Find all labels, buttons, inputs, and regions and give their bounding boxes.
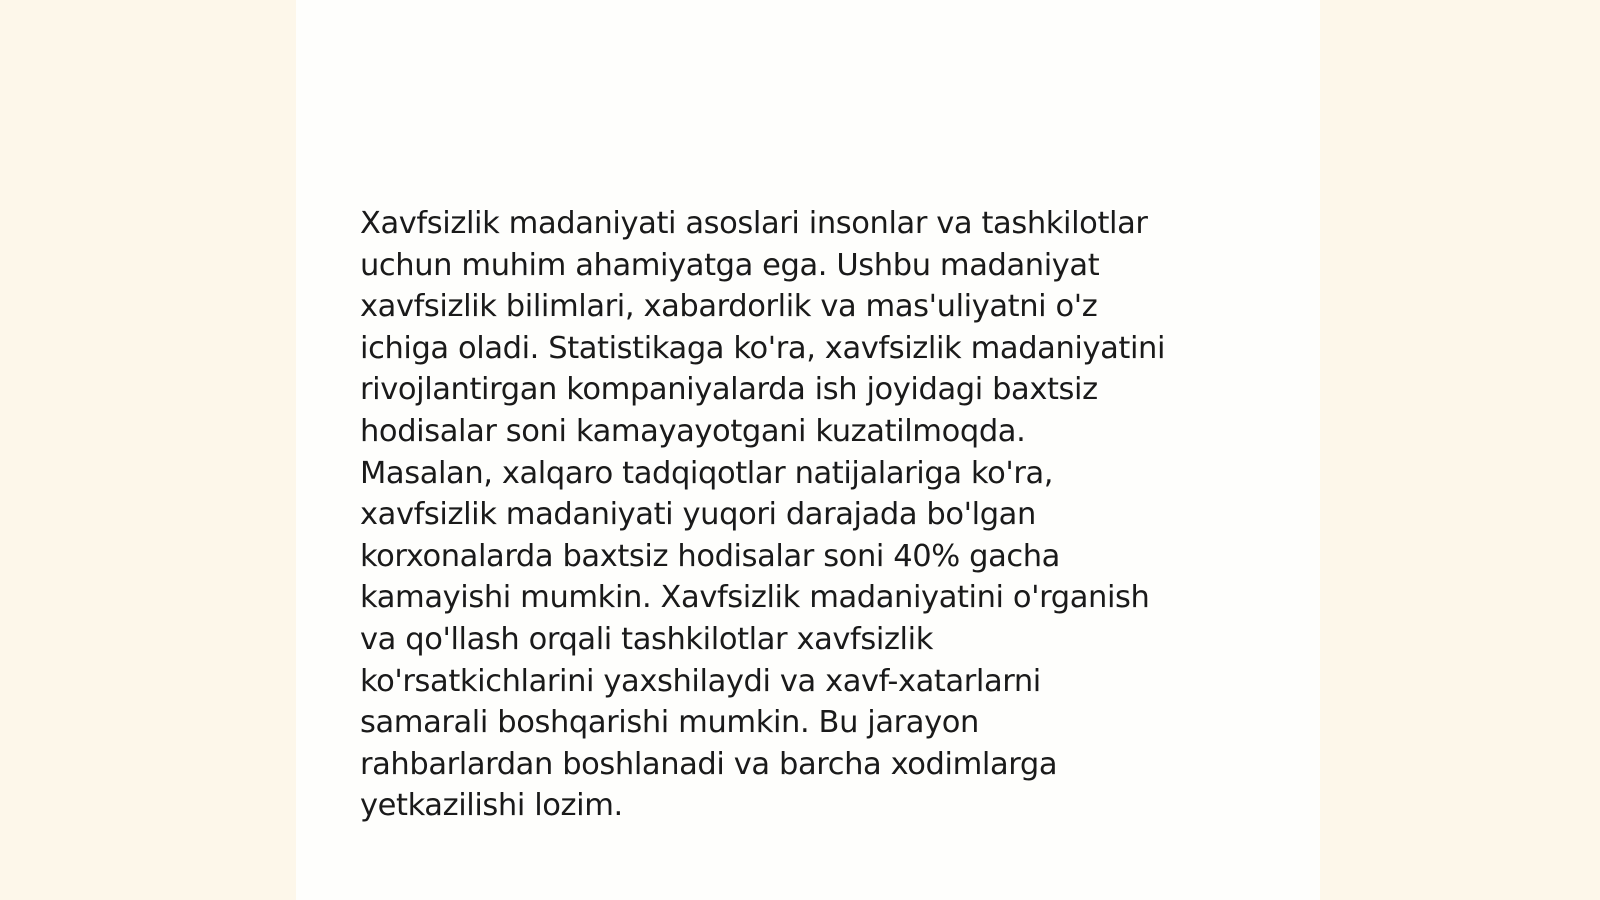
paragraph-line: Masalan, xalqaro tadqiqotlar natijalariga ko'ra, <box>360 455 1054 491</box>
paragraph-line: xavfsizlik bilimlari, xabardorlik va mas'uliyatni o'z <box>360 289 1098 325</box>
paragraph-line: yetkazilishi lozim. <box>360 788 623 824</box>
paragraph-line: hodisalar soni kamayayotgani kuzatilmoqda. <box>360 413 1026 449</box>
paragraph-line: va qo'llash orqali tashkilotlar xavfsizlik <box>360 621 933 657</box>
paragraph-line: ko'rsatkichlarini yaxshilaydi va xavf-xatarlarni <box>360 663 1041 699</box>
paragraph-line: rahbarlardan boshlanadi va barcha xodimlarga <box>360 746 1058 782</box>
paragraph-line: korxonalarda baxtsiz hodisalar soni 40% gacha <box>360 538 1060 574</box>
document-page <box>296 0 1320 900</box>
paragraph-line: rivojlantirgan kompaniyalarda ish joyidagi baxtsiz <box>360 372 1098 408</box>
paragraph-line: kamayishi mumkin. Xavfsizlik madaniyatini o'rganish <box>360 580 1150 616</box>
paragraph-line: xavfsizlik madaniyati yuqori darajada bo'lgan <box>360 497 1036 533</box>
paragraph-line: uchun muhim ahamiyatga ega. Ushbu madaniyat <box>360 247 1100 283</box>
paragraph-line: ichiga oladi. Statistikaga ko'ra, xavfsizlik madaniyatini <box>360 330 1166 366</box>
paragraph-line: Xavfsizlik madaniyati asoslari insonlar va tashkilotlar <box>360 206 1148 241</box>
paragraph-line: samarali boshqarishi mumkin. Bu jarayon <box>360 705 979 741</box>
body-paragraph <box>360 203 1260 827</box>
